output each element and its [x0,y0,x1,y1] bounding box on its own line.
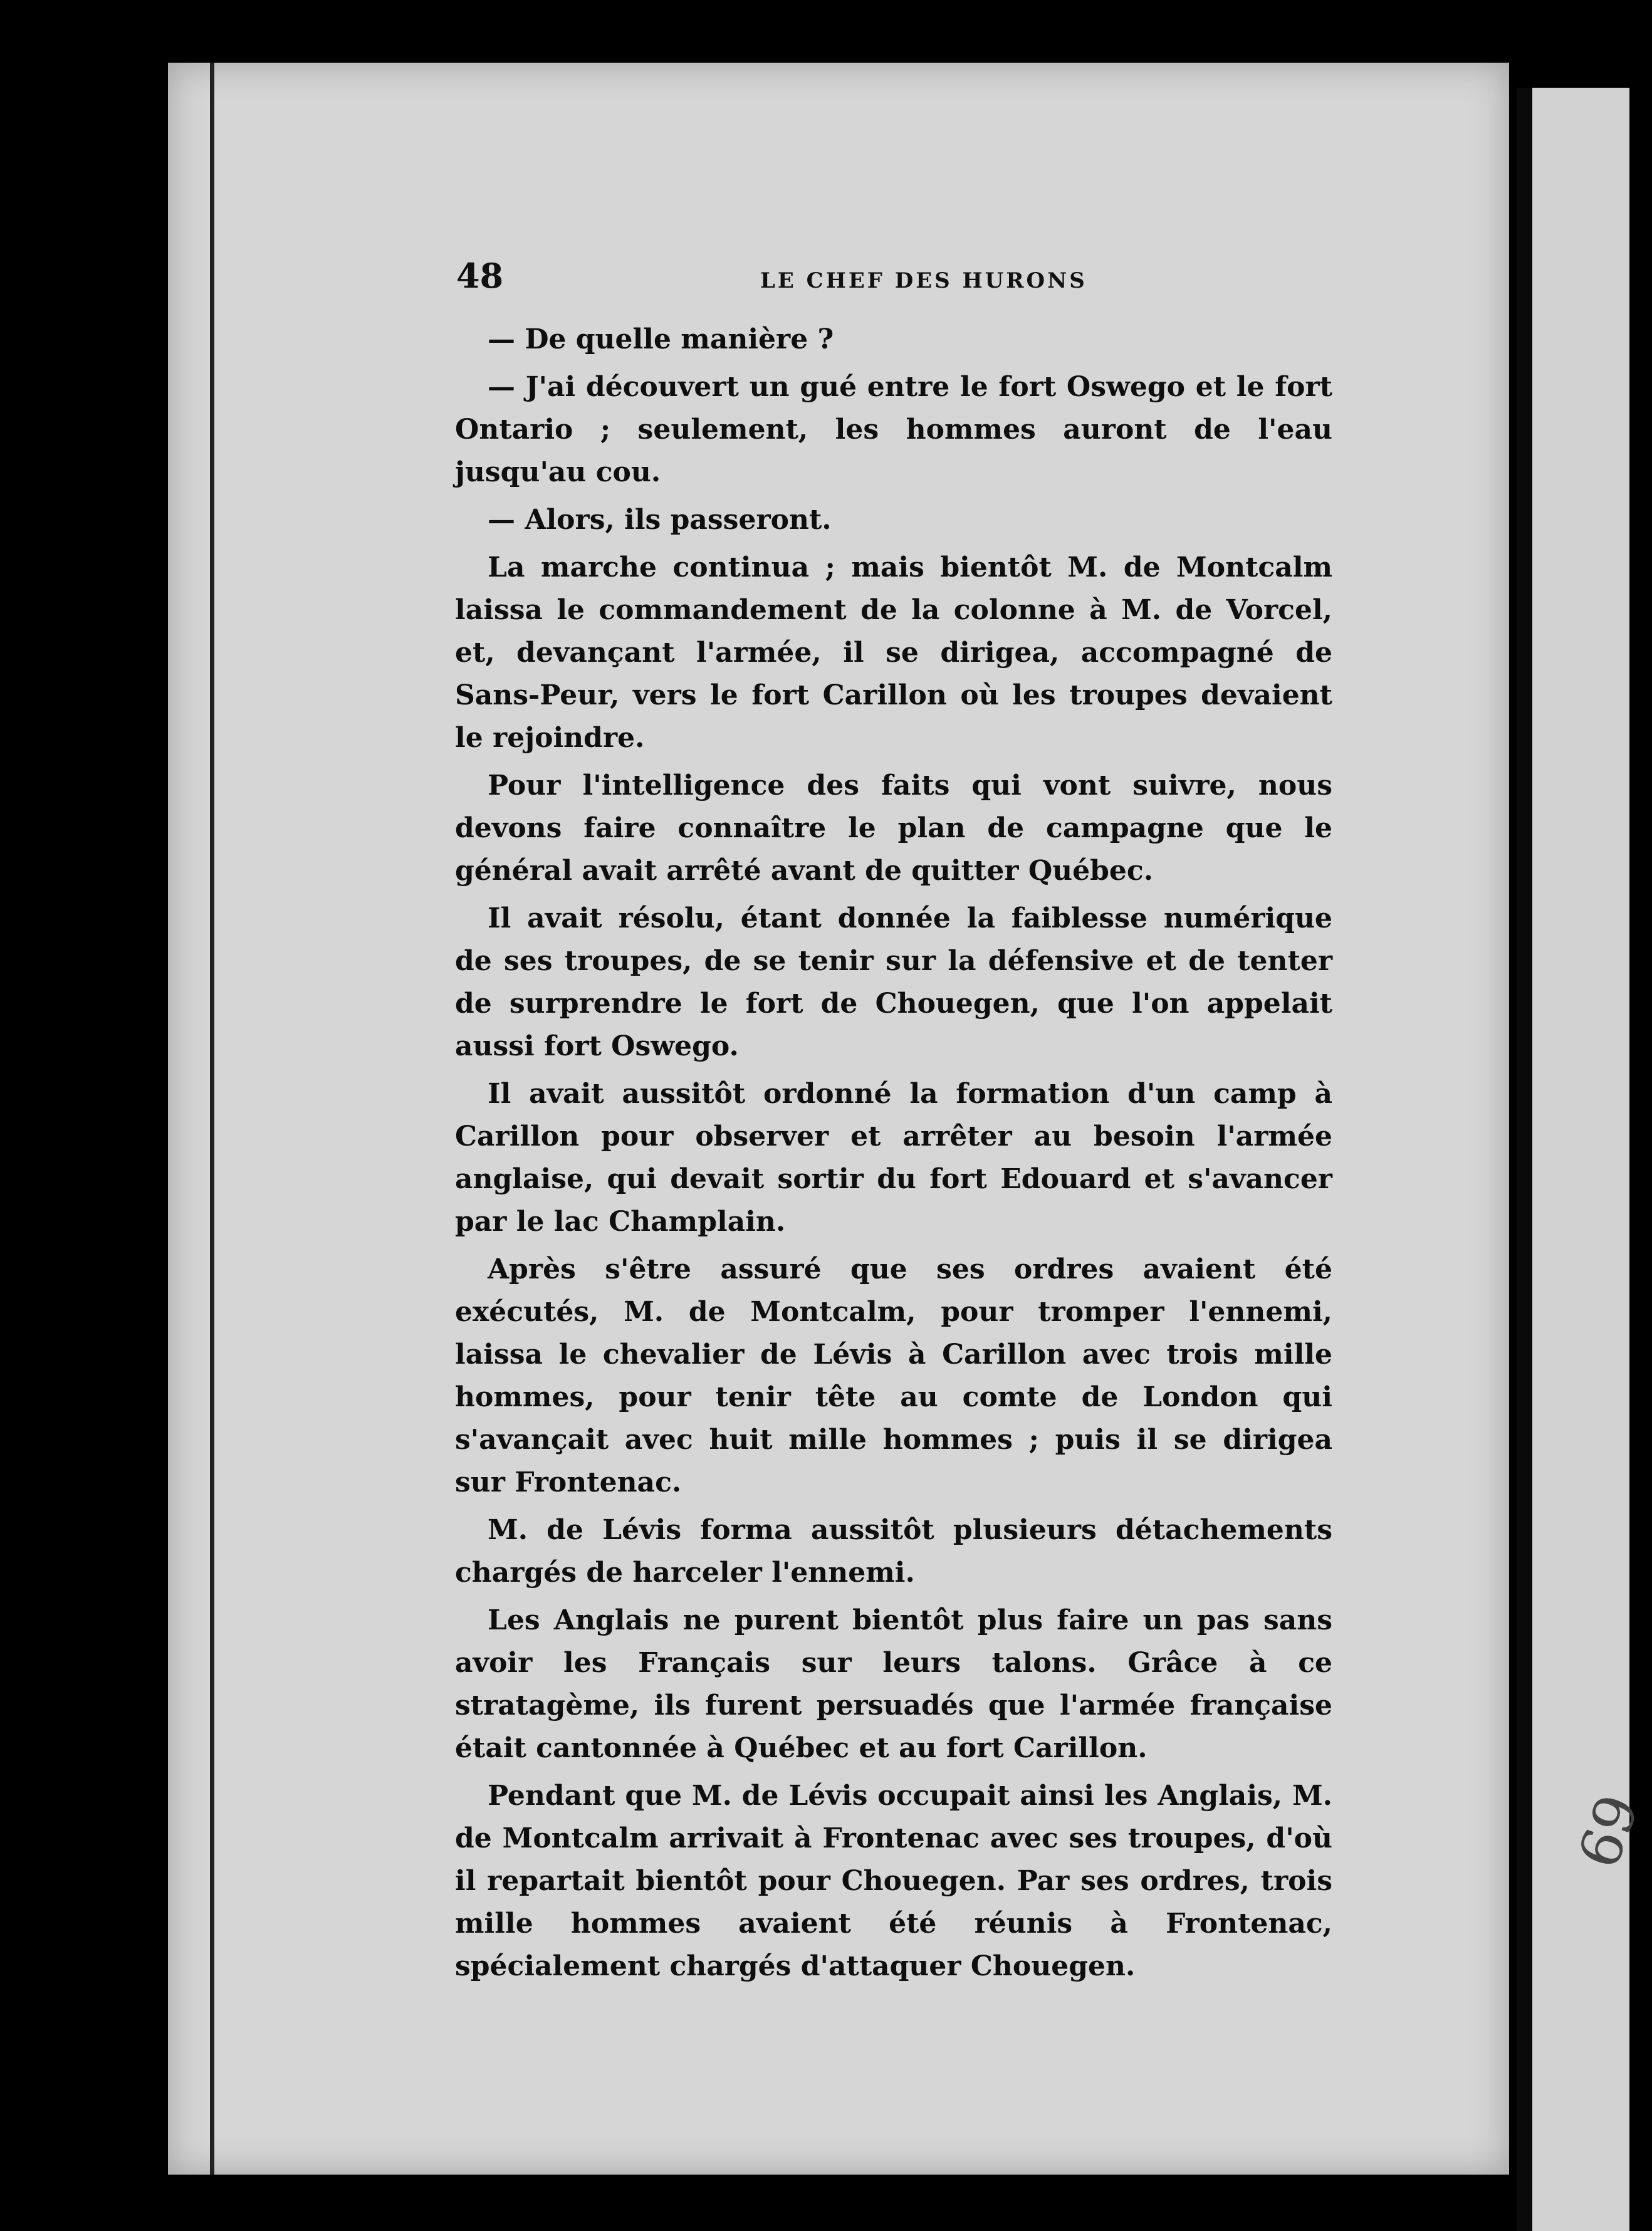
paragraph: — De quelle manière ? [488,323,834,355]
paragraph: M. de Lévis forma aussitôt plusieurs détachements chargés de harceler l'ennemi. [455,1514,1332,1589]
paragraph: Pendant que M. de Lévis occupait ainsi les Anglais, M. de Montcalm arrivait à Frontenac avec ses troupes, d'où il repartait bientôt pour Chouegen. Par ses ordres, trois mille hommes avaient été réunis à Frontenac, spécialement chargés d'attaquer Chouegen. [455,1780,1332,1982]
facing-page-edge [1532,88,1629,2231]
paragraph: La marche continua ; mais bientôt M. de Montcalm laissa le commandement de la colonne à M. de Vorcel, et, devançant l'armée, il se dirigea, accompagné de Sans-Peur, vers le fort Carillon où les troupes devaient le rejoindre. [455,551,1332,754]
running-head [456,256,1334,306]
paragraph: Les Anglais ne purent bientôt plus faire un pas sans avoir les Français sur leurs talons. Grâce à ce stratagème, ils furent persuadés que l'armée française était cantonnée à Québec et au fort Carillon. [455,1604,1332,1764]
paragraph: — Alors, ils passeront. [488,504,832,536]
paragraph: Après s'être assuré que ses ordres avaient été exécutés, M. de Montcalm, pour tromper l'ennemi, laissa le chevalier de Lévis à Carillon avec trois mille hommes, pour tenir tête au comte de London qui s'avançait avec huit mille hommes ; puis il se dirigea sur Frontenac. [455,1253,1332,1498]
paragraph: Il avait aussitôt ordonné la formation d'un camp à Carillon pour observer et arrêter au besoin l'armée anglaise, qui devait sortir du fort Edouard et s'avancer par le lac Champlain. [455,1078,1332,1238]
page-number: 48 [456,256,504,296]
paragraph: Il avait résolu, étant donnée la faiblesse numérique de ses troupes, de se tenir sur la défensive et de tenter de surprendre le fort de Chouegen, que l'on appelait aussi fort Oswego. [455,902,1332,1062]
page-binding-rule [210,63,214,2175]
running-title: LE CHEF DES HURONS [760,268,1087,293]
paragraph: — J'ai découvert un gué entre le fort Oswego et le fort Ontario ; seulement, les hommes auront de l'eau jusqu'au cou. [455,371,1332,488]
margin-annotation: 69 [1566,1786,1652,1877]
paragraph: Pour l'intelligence des faits qui vont suivre, nous devons faire connaître le plan de campagne que le général avait arrêté avant de quitter Québec. [455,770,1332,887]
body-text [455,318,1332,1993]
